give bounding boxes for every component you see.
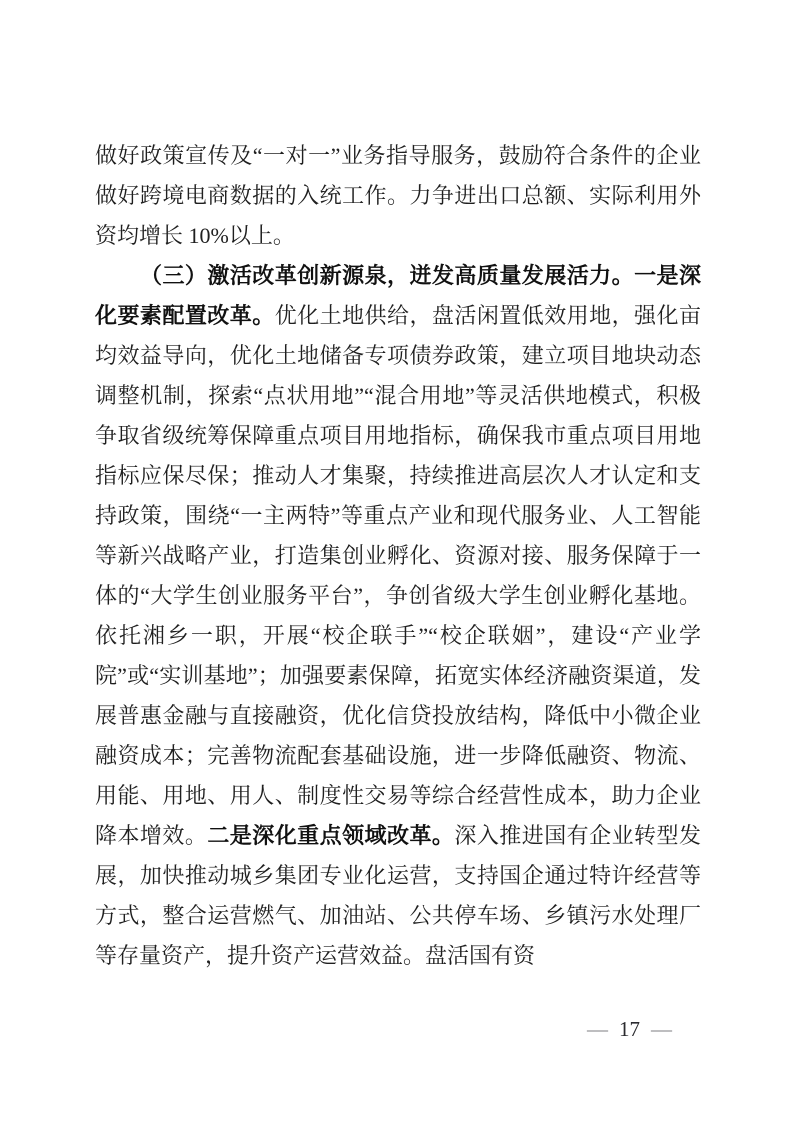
section-3-body-2: 深入推进国有企业转型发展，加快推动城乡集团专业化运营，支持国企通过特许经营等方式，整合运营燃气、加油站、公共停车场、乡镇污水处理厂等存量资产，提升资产运营效益。盘活国有资 <box>95 823 701 968</box>
footer-left-dash: — <box>587 1017 608 1041</box>
document-body <box>95 136 701 976</box>
paragraph-continuation-text: 做好政策宣传及“一对一”业务指导服务，鼓励符合条件的企业做好跨境电商数据的入统工作。力争进出口总额、实际利用外资均增长 10%以上。 <box>95 143 702 248</box>
page-footer <box>587 1016 672 1042</box>
paragraph-continuation <box>95 136 701 256</box>
section-3-subheading-2: 二是深化重点领域改革。 <box>207 823 455 848</box>
section-3-heading: （三）激活改革创新源泉，迸发高质量发展活力。一是深化要素配置改革。 <box>95 263 701 328</box>
footer-right-dash: — <box>651 1017 672 1041</box>
page-number: 17 <box>619 1017 640 1041</box>
section-3-body-1: 优化土地供给，盘活闲置低效用地，强化亩均效益导向，优化土地储备专项债券政策，建立项目地块动态调整机制，探索“点状用地”“混合用地”等灵活供地模式，积极争取省级统筹保障重点项目用地指标，确保我市重点项目用地指标应保尽保；推动人才集聚，持续推进高层次人才认定和支持政策，围绕“一主两特”等重点产业和现代服务业、人工智能等新兴战略产业，打造集创业孵化、资源对接、服务保障于一体的“大学生创业服务平台”，争创省级大学生创业孵化基地。依托湘乡一职，开展“校企联手”“校企联姻”，建设“产业学院”或“实训基地”；加强要素保障，拓宽实体经济融资渠道，发展普惠金融与直接融资，优化信贷投放结构，降低中小微企业融资成本；完善物流配套基础设施，进一步降低融资、物流、用能、用地、用人、制度性交易等综合经营性成本，助力企业降本增效。 <box>95 303 702 848</box>
paragraph-section-3 <box>95 256 701 976</box>
